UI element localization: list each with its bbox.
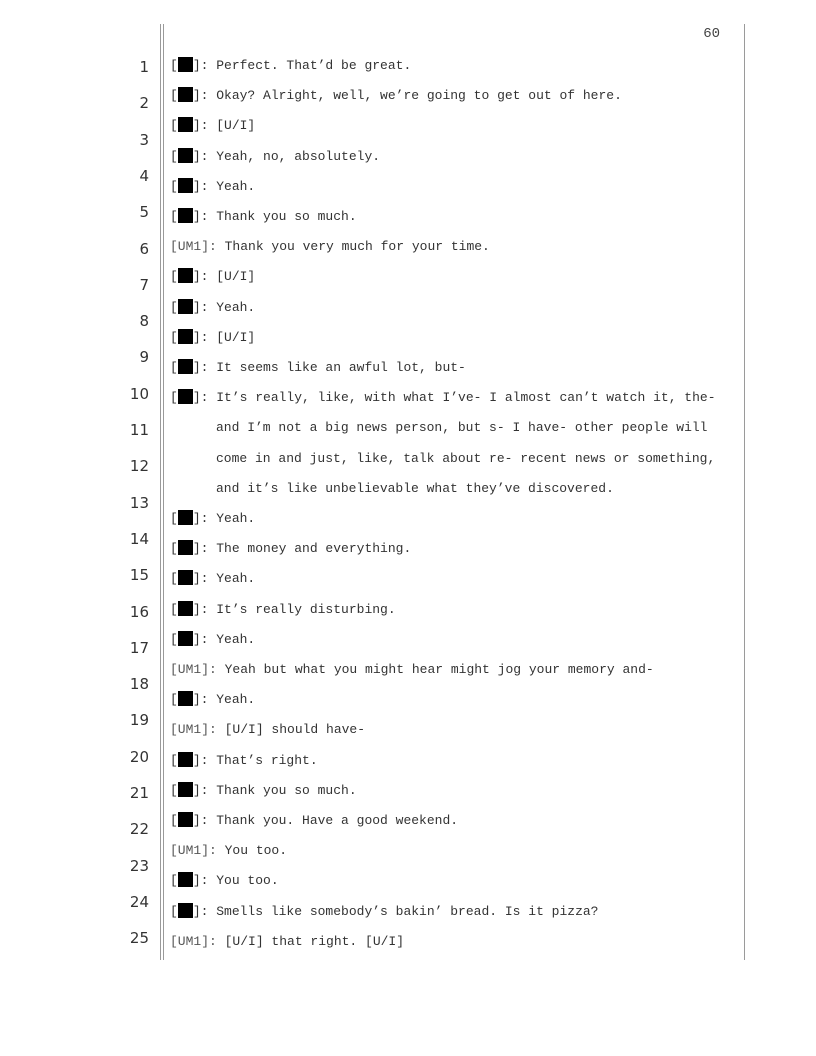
speaker-bracket-close: ]: [192, 329, 217, 345]
utterance-text: You too. [224, 843, 288, 859]
utterance-text: Yeah but what you might hear might jog your memory and- [224, 662, 654, 677]
utterance-text: [U/I] should have- [224, 722, 366, 738]
utterance-text: Thank you very much for your time. [224, 239, 490, 255]
redacted-speaker-block [178, 208, 193, 223]
line-number: 4 [139, 166, 149, 185]
redacted-speaker-block [178, 117, 193, 132]
utterance-text: You too. [216, 873, 279, 889]
line-number: 13 [129, 493, 149, 512]
speaker-bracket-close: ]: [192, 873, 217, 889]
speaker-bracket-close: ]: [192, 148, 217, 164]
speaker-bracket-close: ]: [192, 541, 217, 557]
transcript-line [170, 359, 740, 377]
speaker-bracket-open: [ [170, 813, 178, 828]
line-number: 10 [129, 384, 149, 403]
speaker-bracket-open: [ [170, 571, 178, 587]
transcript-line [170, 570, 740, 588]
speaker-bracket-open: [ [170, 541, 178, 557]
speaker-bracket-close: ]: [192, 269, 217, 285]
redacted-speaker-block [178, 510, 193, 525]
speaker-bracket-open: [ [170, 390, 178, 406]
line-number: 25 [129, 929, 149, 948]
transcript-line [170, 631, 740, 649]
speaker-bracket-open: [ [170, 148, 178, 164]
line-number: 20 [129, 747, 149, 766]
transcript-line [216, 480, 786, 498]
transcript-line [170, 299, 740, 317]
transcript-line [170, 57, 740, 75]
transcript-line [170, 721, 740, 739]
speaker-bracket-close: ]: [192, 88, 217, 104]
transcript-line [170, 842, 740, 860]
redacted-speaker-block [178, 540, 193, 555]
speaker-label: [UM1]: [170, 662, 225, 677]
transcript-line [170, 903, 740, 921]
line-number: 19 [129, 711, 149, 730]
utterance-text: and it’s like unbelievable what they’ve discovered. [216, 480, 614, 496]
line-number: 17 [129, 638, 149, 657]
speaker-bracket-close: ]: [192, 692, 217, 708]
redacted-speaker-block [178, 601, 193, 616]
line-number: 16 [129, 602, 149, 621]
speaker-bracket-open: [ [170, 692, 178, 708]
redacted-speaker-block [178, 299, 193, 314]
speaker-bracket-close: ]: [192, 601, 217, 617]
transcript-line [170, 872, 740, 890]
speaker-bracket-close: ]: [192, 511, 217, 526]
speaker-bracket-close: ]: [192, 360, 217, 375]
redacted-speaker-block [178, 752, 193, 767]
redacted-speaker-block [178, 389, 193, 404]
line-number: 24 [129, 892, 149, 911]
line-number: 14 [129, 529, 149, 548]
speaker-bracket-close: ]: [192, 813, 217, 828]
line-number: 15 [129, 566, 149, 585]
utterance-text: Okay? Alright, well, we’re going to get out of here. [216, 88, 622, 104]
utterance-text: Yeah. [216, 571, 256, 587]
redacted-speaker-block [178, 87, 193, 102]
speaker-bracket-close: ]: [192, 58, 217, 73]
speaker-bracket-open: [ [170, 360, 178, 375]
speaker-label: [UM1]: [170, 933, 225, 949]
speaker-bracket-open: [ [170, 601, 178, 617]
line-number: 23 [129, 856, 149, 875]
speaker-label: [UM1]: [170, 722, 225, 738]
redacted-speaker-block [178, 148, 193, 163]
speaker-bracket-open: [ [170, 511, 178, 526]
utterance-text: [U/I] that right. [U/I] [224, 933, 405, 949]
utterance-text: Thank you so much. [216, 209, 357, 224]
speaker-bracket-close: ]: [192, 178, 217, 194]
speaker-bracket-open: [ [170, 209, 178, 224]
transcript-line [170, 782, 740, 800]
transcript-line [170, 208, 740, 226]
speaker-bracket-open: [ [170, 752, 178, 768]
utterance-text: Thank you so much. [216, 782, 357, 798]
speaker-bracket-close: ]: [192, 571, 217, 587]
speaker-bracket-open: [ [170, 58, 178, 73]
redacted-speaker-block [178, 329, 193, 344]
transcript-line [170, 601, 740, 619]
transcript-line [170, 661, 740, 679]
speaker-bracket-open: [ [170, 88, 178, 104]
speaker-bracket-close: ]: [192, 631, 217, 647]
line-number: 1 [139, 58, 149, 76]
utterance-text: It seems like an awful lot, but- [216, 360, 466, 375]
speaker-label: [UM1]: [170, 843, 225, 859]
speaker-bracket-close: ]: [192, 390, 217, 406]
speaker-bracket-open: [ [170, 873, 178, 889]
transcript-line [170, 178, 740, 196]
line-number: 22 [129, 820, 149, 839]
line-number: 12 [129, 457, 149, 476]
utterance-text: The money and everything. [216, 541, 412, 557]
speaker-bracket-close: ]: [192, 752, 217, 768]
transcript-line [170, 389, 740, 407]
utterance-text: Yeah, no, absolutely. [216, 148, 381, 164]
utterance-text: Yeah. [216, 511, 256, 526]
page-number: 60 [703, 26, 720, 42]
speaker-bracket-close: ]: [192, 299, 217, 315]
line-number: 8 [139, 312, 149, 331]
transcript-line [170, 268, 740, 286]
transcript-line [216, 450, 786, 468]
transcript-line [170, 329, 740, 347]
utterance-text: [U/I] [216, 329, 256, 345]
redacted-speaker-block [178, 631, 193, 646]
transcript-line [170, 87, 740, 105]
utterance-text: That’s right. [216, 752, 318, 768]
utterance-text: and I’m not a big news person, but s- I have- other people will [216, 420, 708, 436]
speaker-bracket-open: [ [170, 782, 178, 798]
transcript-line [170, 117, 740, 135]
line-number: 2 [139, 94, 149, 113]
speaker-label: [UM1]: [170, 239, 225, 255]
line-number: 6 [139, 239, 149, 258]
transcript-line [170, 752, 740, 770]
line-number: 7 [139, 275, 149, 294]
utterance-text: come in and just, like, talk about re- recent news or something, [216, 450, 716, 466]
transcript-line [170, 691, 740, 709]
line-number: 9 [139, 348, 149, 367]
line-number: 18 [129, 675, 149, 694]
transcript-line [170, 540, 740, 558]
redacted-speaker-block [178, 359, 193, 374]
redacted-speaker-block [178, 570, 193, 585]
utterance-text: Yeah. [216, 631, 256, 647]
line-number: 21 [129, 784, 149, 802]
speaker-bracket-open: [ [170, 118, 178, 134]
speaker-bracket-open: [ [170, 299, 178, 315]
speaker-bracket-open: [ [170, 631, 178, 647]
redacted-speaker-block [178, 812, 193, 827]
transcript-line [170, 510, 740, 528]
redacted-speaker-block [178, 782, 193, 797]
speaker-bracket-open: [ [170, 269, 178, 285]
line-number: 11 [129, 421, 149, 439]
line-number: 5 [139, 203, 149, 222]
redacted-speaker-block [178, 903, 193, 918]
utterance-text: Yeah. [216, 299, 256, 315]
transcript-line [170, 238, 740, 256]
utterance-text: Perfect. That’d be great. [216, 58, 412, 73]
speaker-bracket-close: ]: [192, 903, 217, 919]
speaker-bracket-close: ]: [192, 209, 217, 224]
redacted-speaker-block [178, 57, 193, 72]
utterance-text: It’s really disturbing. [216, 601, 396, 617]
utterance-text: Smells like somebody’s bakin’ bread. Is it pizza? [216, 903, 599, 919]
utterance-text: Yeah. [216, 178, 256, 194]
redacted-speaker-block [178, 691, 193, 706]
utterance-text: It’s really, like, with what I’ve- I almost can’t watch it, the- [216, 390, 716, 406]
speaker-bracket-open: [ [170, 178, 178, 194]
utterance-text: Yeah. [216, 692, 256, 708]
speaker-bracket-close: ]: [192, 782, 217, 798]
utterance-text: [U/I] [216, 269, 256, 285]
redacted-speaker-block [178, 178, 193, 193]
speaker-bracket-close: ]: [192, 118, 217, 134]
line-number: 3 [139, 130, 149, 149]
transcript-line [216, 419, 786, 437]
utterance-text: [U/I] [216, 118, 256, 134]
redacted-speaker-block [178, 268, 193, 283]
speaker-bracket-open: [ [170, 903, 178, 919]
transcript-line [170, 812, 740, 830]
utterance-text: Thank you. Have a good weekend. [216, 813, 459, 828]
transcript-line [170, 933, 740, 951]
redacted-speaker-block [178, 872, 193, 887]
transcript-line [170, 148, 740, 166]
speaker-bracket-open: [ [170, 329, 178, 345]
